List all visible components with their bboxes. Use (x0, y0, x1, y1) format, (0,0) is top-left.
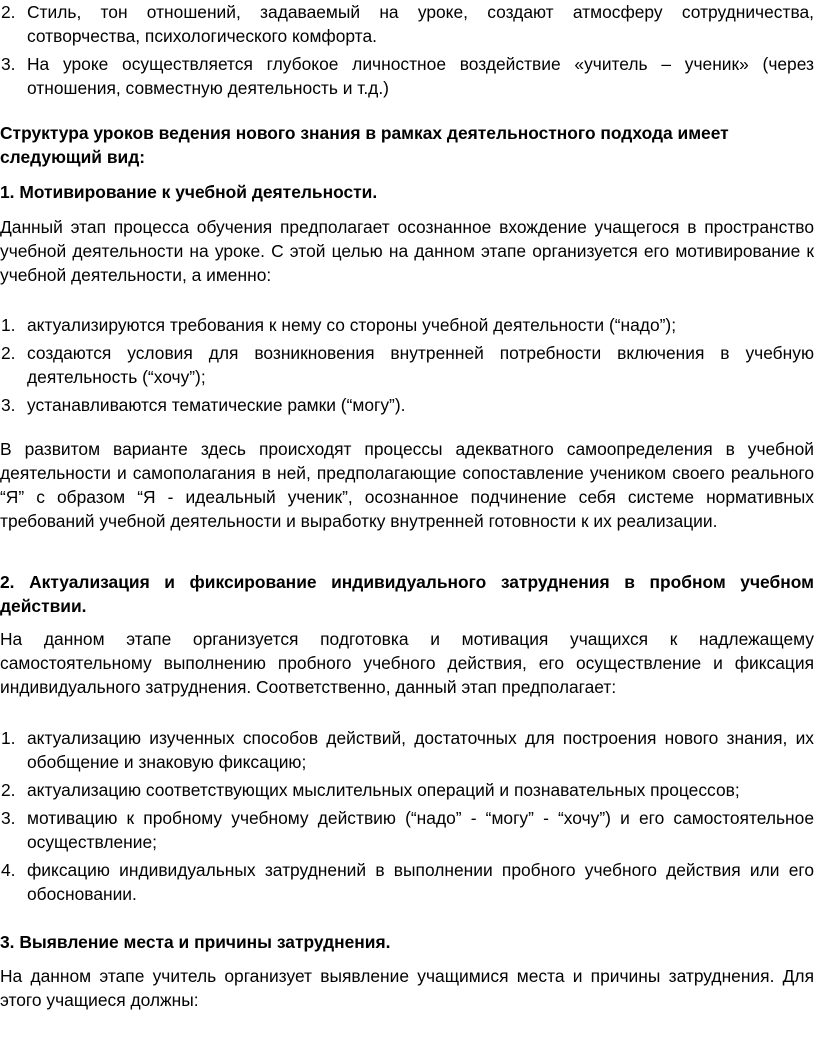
section-3-title: 3. Выявление места и причины затруднения. (0, 932, 391, 952)
list-number: 2. (1, 2, 16, 22)
list-item (0, 726, 814, 774)
list-number: 2. (1, 780, 16, 800)
section-1-title: 1. Мотивирование к учебной деятельности. (0, 182, 378, 202)
list-number: 4. (1, 860, 16, 880)
section-1-list (0, 313, 814, 417)
list-number: 3. (1, 808, 16, 828)
structure-heading: Структура уроков ведения нового знания в рамках деятельностного подхода имеет следующий вид: (0, 123, 729, 167)
list-item (0, 806, 814, 854)
list-text: На уроке осуществляется глубокое личностное воздействие «учитель – ученик» (через отношения, совместную деятельность и т.д.) (27, 54, 814, 98)
list-number: 3. (1, 395, 16, 415)
list-number: 1. (1, 315, 16, 335)
section-2-list (0, 726, 814, 906)
list-text: мотивацию к пробному учебному действию (“надо” - “могу” - “хочу”) и его самостоятельное осуществление; (27, 808, 814, 852)
list-item (0, 341, 814, 389)
top-list (0, 0, 814, 100)
section-1-intro: Данный этап процесса обучения предполагает осознанное вхождение учащегося в пространство учебной деятельности на уроке. С этой целью на данном этапе организуется его мотивирование к учебной деятельности, а именно: (0, 217, 814, 285)
list-text: устанавливаются тематические рамки (“могу”). (27, 395, 406, 415)
list-item (0, 313, 814, 337)
section-2-intro: На данном этапе организуется подготовка и мотивация учащихся к надлежащему самостоятельному выполнению пробного учебного действия, его осуществление и фиксация индивидуального затруднения. Соответственно, данный этап предполагает: (0, 629, 814, 697)
list-text: создаются условия для возникновения внутренней потребности включения в учебную деятельность (“хочу”); (27, 343, 814, 387)
list-item (0, 858, 814, 906)
list-number: 1. (1, 728, 16, 748)
list-number: 2. (1, 343, 16, 363)
section-2-title: 2. Актуализация и фиксирование индивидуального затруднения в пробном учебном действии. (0, 572, 814, 616)
list-item (0, 52, 814, 100)
list-text: актуализируются требования к нему со стороны учебной деятельности (“надо”); (27, 315, 677, 335)
list-text: Стиль, тон отношений, задаваемый на уроке, создают атмосферу сотрудничества, сотворчества, психологического комфорта. (27, 2, 814, 46)
list-text: актуализацию изученных способов действий, достаточных для построения нового знания, их обобщение и знаковую фиксацию; (27, 728, 814, 772)
list-item (0, 393, 814, 417)
section-1-outro: В развитом варианте здесь происходят процессы адекватного самоопределения в учебной деятельности и самополагания в ней, предполагающие сопоставление учеником своего реального “Я” с образом “Я - идеальный ученик”, осознанное подчинение себя системе нормативных требований учебной деятельности и выработку внутренней готовности к их реализации. (0, 439, 814, 531)
list-text: актуализацию соответствующих мыслительных операций и познавательных процессов; (27, 780, 740, 800)
list-item (0, 0, 814, 48)
list-text: фиксацию индивидуальных затруднений в выполнении пробного учебного действия или его обосновании. (27, 860, 814, 904)
list-item (0, 778, 814, 802)
section-3-intro: На данном этапе учитель организует выявление учащимися места и причины затруднения. Для этого учащиеся должны: (0, 966, 814, 1010)
list-number: 3. (1, 54, 16, 74)
